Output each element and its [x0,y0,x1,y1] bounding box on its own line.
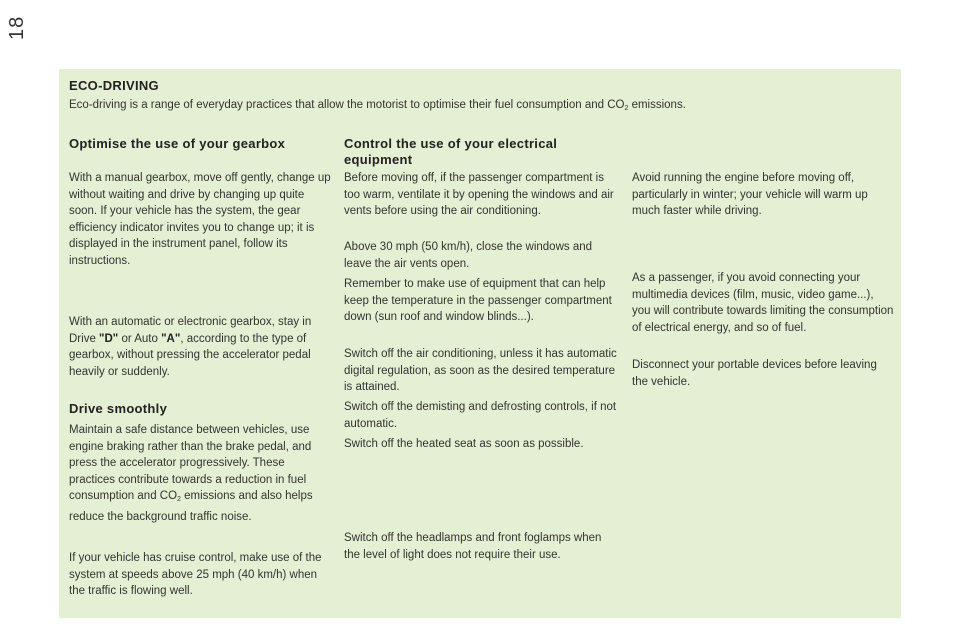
eco-driving-panel [59,69,901,618]
electrical-para-6: Switch off the heated seat as soon as possible. [344,438,584,450]
electrical-para-1: Before moving off, if the passenger compartment is too warm, ventilate it by opening the windows and air vents before using the air conditioning. [344,172,614,218]
gearbox-auto-t1: With an automatic or electronic gearbox, stay in Drive [69,316,312,345]
electrical-para-3: Remember to make use of equipment that can help keep the temperature in the passenger compartment down (sun roof and window blinds...). [344,278,612,324]
electrical-para-7: Switch off the headlamps and front foglamps when the level of light does not require their use. [344,532,602,561]
gearbox-automatic-text [69,314,331,380]
right-para-1: Avoid running the engine before moving off, particularly in winter; your vehicle will warm up much faster while driving. [632,172,868,218]
drive-text-end: emissions and also helps reduce the background traffic noise. [69,490,313,523]
intro-text-end: emissions. [628,99,686,111]
page-number: 18 [6,15,28,40]
right-para-2: As a passenger, if you avoid connecting your multimedia devices (film, music, video game...), you will contribute towards limiting the consumption of electrical energy, and so of fuel. [632,272,894,334]
drive-smoothly-text [69,422,331,526]
gearbox-auto-d: "D" [99,332,119,345]
right-para-3: Disconnect your portable devices before leaving the vehicle. [632,359,877,388]
intro-text-start: Eco-driving is a range of everyday practices that allow the motorist to optimise their fuel consumption and CO [69,99,625,111]
gearbox-auto-t2: or Auto [118,332,162,345]
electrical-para-4: Switch off the air conditioning, unless it has automatic digital regulation, as soon as the desired temperature is attained. [344,348,617,394]
intro-text [69,97,686,117]
gearbox-heading: Optimise the use of your gearbox [69,136,286,151]
electrical-heading: Control the use of your electrical equipment [344,136,558,167]
electrical-para-5: Switch off the demisting and defrosting controls, if not automatic. [344,401,617,430]
section-title: ECO-DRIVING [69,78,159,93]
gearbox-auto-a: "A" [161,332,181,345]
drive-text-start: Maintain a safe distance between vehicles, use engine braking rather than the brake pedal, and press the accelerator progressively. These practices contribute towards a reduction in fuel consumption and CO [69,424,312,503]
drive-subscript: 2 [177,496,181,504]
gearbox-auto-t3: , according to the type of gearbox, without pressing the accelerator pedal heavily or suddenly. [69,332,311,378]
intro-subscript: 2 [624,105,629,112]
gearbox-manual-text: With a manual gearbox, move off gently, change up without waiting and drive by changing up quite soon. If your vehicle has the system, the gear efficiency indicator invites you to change up; it is displayed in the instrument panel, follow its instructions. [69,172,331,267]
cruise-control-text: If your vehicle has cruise control, make use of the system at speeds above 25 mph (40 km/h) when the traffic is flowing well. [69,552,322,598]
drive-heading: Drive smoothly [69,401,168,416]
electrical-para-2: Above 30 mph (50 km/h), close the windows and leave the air vents open. [344,241,593,270]
